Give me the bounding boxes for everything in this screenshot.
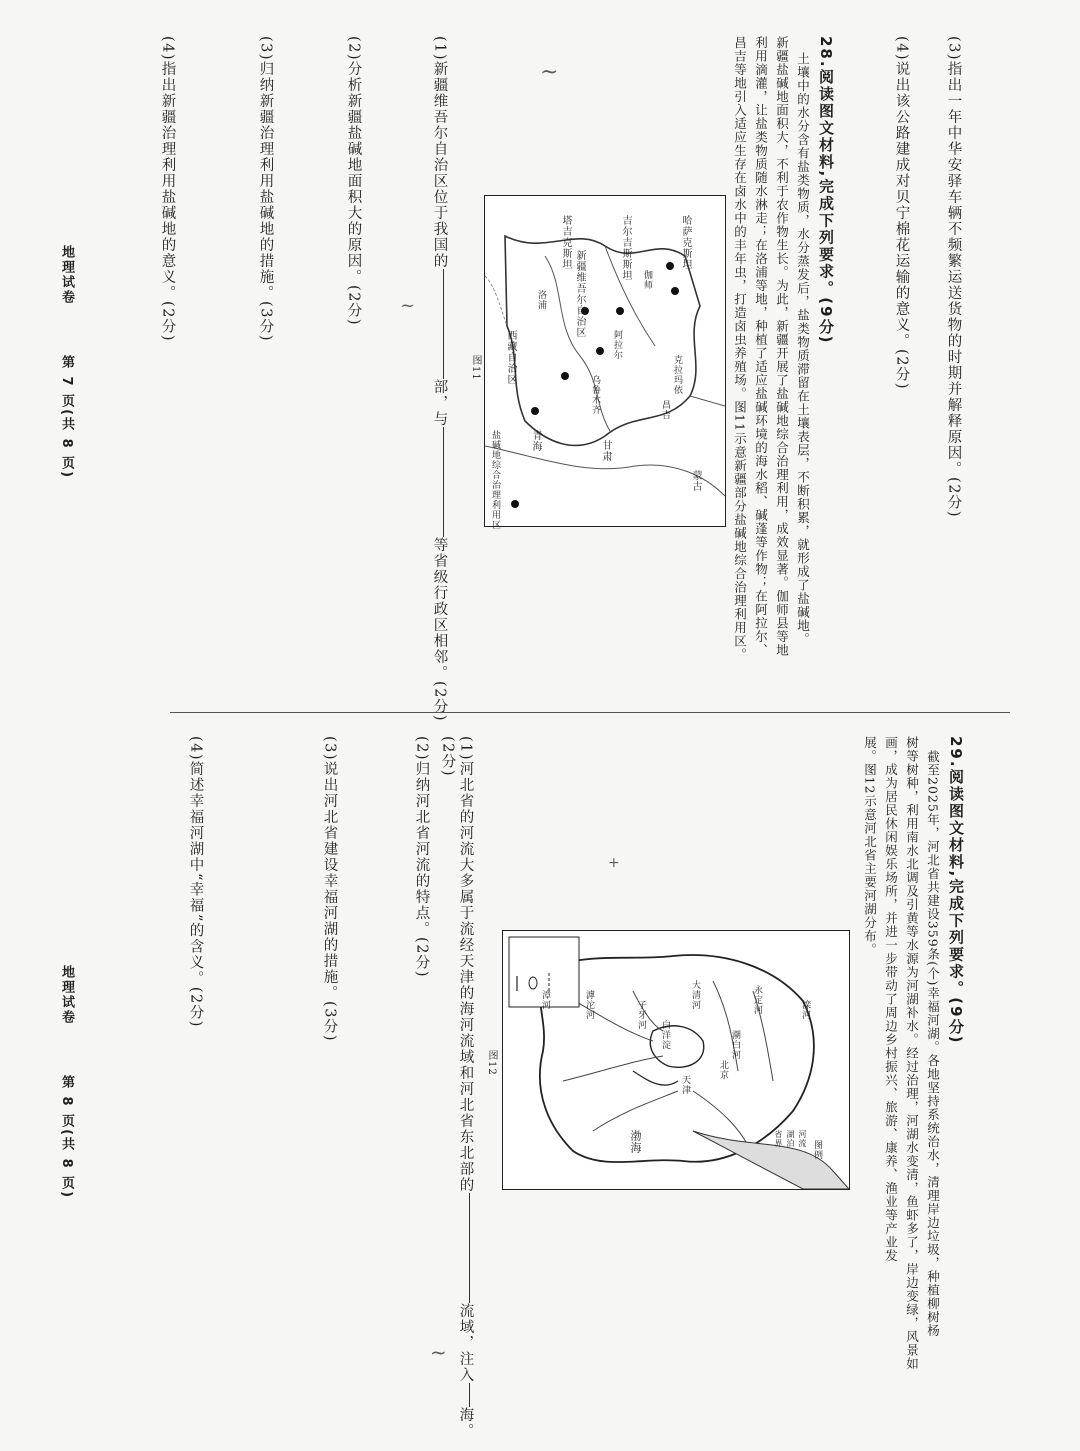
q28-2-text: (2)分析新疆盐碱地面积大的原因。(2分) — [345, 36, 362, 327]
page8-footer-page: 第 8 页(共 8 页) — [59, 1075, 74, 1200]
map12-label-ziya: 子牙河 — [636, 1000, 646, 1030]
map12-label-zhang: 漳河 — [540, 990, 550, 1010]
map11-label-qinghai: 青海 — [530, 430, 541, 452]
q28-1 — [432, 36, 447, 722]
q27-4-text: (4)说出该公路建成对贝宁棉花运输的意义。(2分) — [893, 36, 910, 391]
map11-label-tibet: 西藏自治区 — [505, 330, 516, 385]
map11-label-mongolia: 蒙古 — [690, 470, 701, 492]
map12-legend-border: 省界 — [774, 1130, 783, 1148]
q29-1-mid: 流域，注入 — [457, 1303, 474, 1384]
q28-1-blank-1[interactable] — [443, 269, 444, 379]
q28-1-end: 等省级行政区相邻。(2分) — [431, 537, 448, 723]
page7-footer-subject: 地理试卷 — [59, 245, 74, 305]
map12-label-chaobai: 潮白河 — [730, 1030, 740, 1060]
q29-para1: 截至2025年，河北省共建设359条(个)幸福河湖。各地坚持系统治水，清理岸边垃圾，种植柳树杨 — [925, 750, 941, 1338]
q28-4-text: (4)指出新疆治理利用盐碱地的意义。(2分) — [159, 36, 176, 343]
q29-para3: 画，成为居民休闲娱乐场所，并进一步带动了周边乡村振兴、旅游、康养、渔业等产业发 — [883, 736, 899, 1263]
map11-legend: 盐碱地综合治理利用区 — [490, 430, 500, 530]
map12-caption: 图12 — [486, 1050, 497, 1076]
pencil-mark: + — [608, 855, 620, 871]
map11-caption: 图11 — [470, 355, 481, 381]
q28-para1: 土壤中的水分含有盐类物质，水分蒸发后，盐类物质滞留在土壤表层，不断积累，就形成了盐碱地。 — [795, 52, 811, 646]
map11-label-urumqi: 乌鲁木齐 — [590, 375, 600, 415]
map12-label-daqing: 大清河 — [690, 980, 700, 1010]
map12-legend-lake: 湖泊 — [786, 1130, 795, 1148]
q28-para4: 昌吉等地引入适应生存在卤水中的丰年虫，打造卤虫养殖场。图11示意新疆部分盐碱地综合治理利用区。 — [732, 36, 748, 662]
map11-label-gansu: 甘肃 — [600, 440, 611, 462]
map11-label-kazakhstan: 哈萨克斯坦 — [680, 215, 691, 270]
map11-label-luopu: 洛浦 — [536, 290, 546, 310]
q29-para4: 展。图12示意河北省主要河湖分布。 — [862, 736, 878, 957]
q28-1-mid: 部，与 — [431, 379, 448, 428]
q28-para3: 利用滴灌，让盐类物质随水淋走；在洛浦等地，种植了适应盐碱环境的海水稻、碱蓬等作物；在阿拉尔、 — [753, 36, 769, 657]
map12-label-luanhe: 滦河 — [800, 1000, 810, 1020]
q28-1-blank-2[interactable] — [443, 427, 444, 537]
map11-label-jiashi: 伽师 — [642, 270, 652, 290]
page8-footer-subject: 地理试卷 — [59, 965, 74, 1025]
map12-label-tianjin: 天津 — [680, 1075, 690, 1095]
q29-1-text: (1)河北省的河流大多属于流经天津的海河流域和河北省东北部的 — [457, 736, 474, 1194]
q28-3-text: (3)归纳新疆治理利用盐碱地的措施。(3分) — [257, 36, 274, 343]
q29-1 — [458, 736, 473, 1439]
figure-12-hebei-river-map — [502, 930, 850, 1190]
q29-1-end: 海。 — [457, 1407, 474, 1440]
q28-para2: 新疆盐碱地面积大，不利于农作物生长。为此，新疆开展了盐碱地综合治理利用，成效显著。伽师县等地 — [774, 36, 790, 657]
map12-label-hutuo: 滹沱河 — [584, 990, 594, 1020]
q29-title: 29.阅读图文材料,完成下列要求。(9分) — [947, 736, 965, 1045]
page-divider — [170, 712, 1010, 713]
map12-label-bohai: 渤海 — [629, 1130, 642, 1154]
map11-label-alar: 阿拉尔 — [612, 330, 622, 360]
map11-label-tajikistan: 塔吉克斯坦 — [560, 215, 571, 270]
q29-para2: 树等树种，利用南水北调及引黄等水源为河湖补水。经过治理，河湖水变清，鱼虾多了，岸边变绿，风景如 — [904, 736, 920, 1371]
map11-label-kyrgyzstan: 吉尔吉斯斯坦 — [620, 215, 631, 281]
q29-4-text: (4)简述幸福河湖中“幸福”的含义。(2分) — [187, 736, 204, 1028]
q29-1-blank-2[interactable] — [469, 1383, 470, 1407]
page7-footer-page: 第 7 页(共 8 页) — [59, 355, 74, 480]
pencil-mark: ~ — [400, 295, 416, 316]
map12-label-yongding: 永定河 — [752, 985, 762, 1015]
map11-label-changji: 昌吉 — [660, 400, 670, 420]
map12-legend-river: 河流 — [798, 1130, 807, 1148]
pencil-mark: ~ — [540, 60, 559, 85]
q29-3-text: (3)说出河北省建设幸福河湖的措施。(3分) — [321, 736, 338, 1043]
map11-label-xinjiang: 新疆维吾尔自治区 — [574, 250, 585, 338]
q29-1-blank-1[interactable] — [469, 1193, 470, 1303]
map12-label-beijing: 北京 — [718, 1060, 728, 1080]
map12-label-baiyangdian: 白洋淀 — [660, 1020, 670, 1050]
map11-label-karamay: 克拉玛依 — [672, 355, 682, 395]
q28-title: 28.阅读图文材料,完成下列要求。(9分) — [817, 36, 835, 345]
q28-1-text: (1)新疆维吾尔自治区位于我国的 — [431, 36, 448, 270]
q29-1-score: (2分) — [439, 736, 456, 778]
pencil-mark: ~ — [430, 1340, 447, 1364]
q29-2-text: (2)归纳河北省河流的特点。(2分) — [413, 736, 430, 979]
map12-legend-title: 图例 — [812, 1140, 822, 1160]
q27-3-text: (3)指出一年中华安驿车辆不频繁运送货物的时期并解释原因。(2分) — [945, 36, 962, 519]
